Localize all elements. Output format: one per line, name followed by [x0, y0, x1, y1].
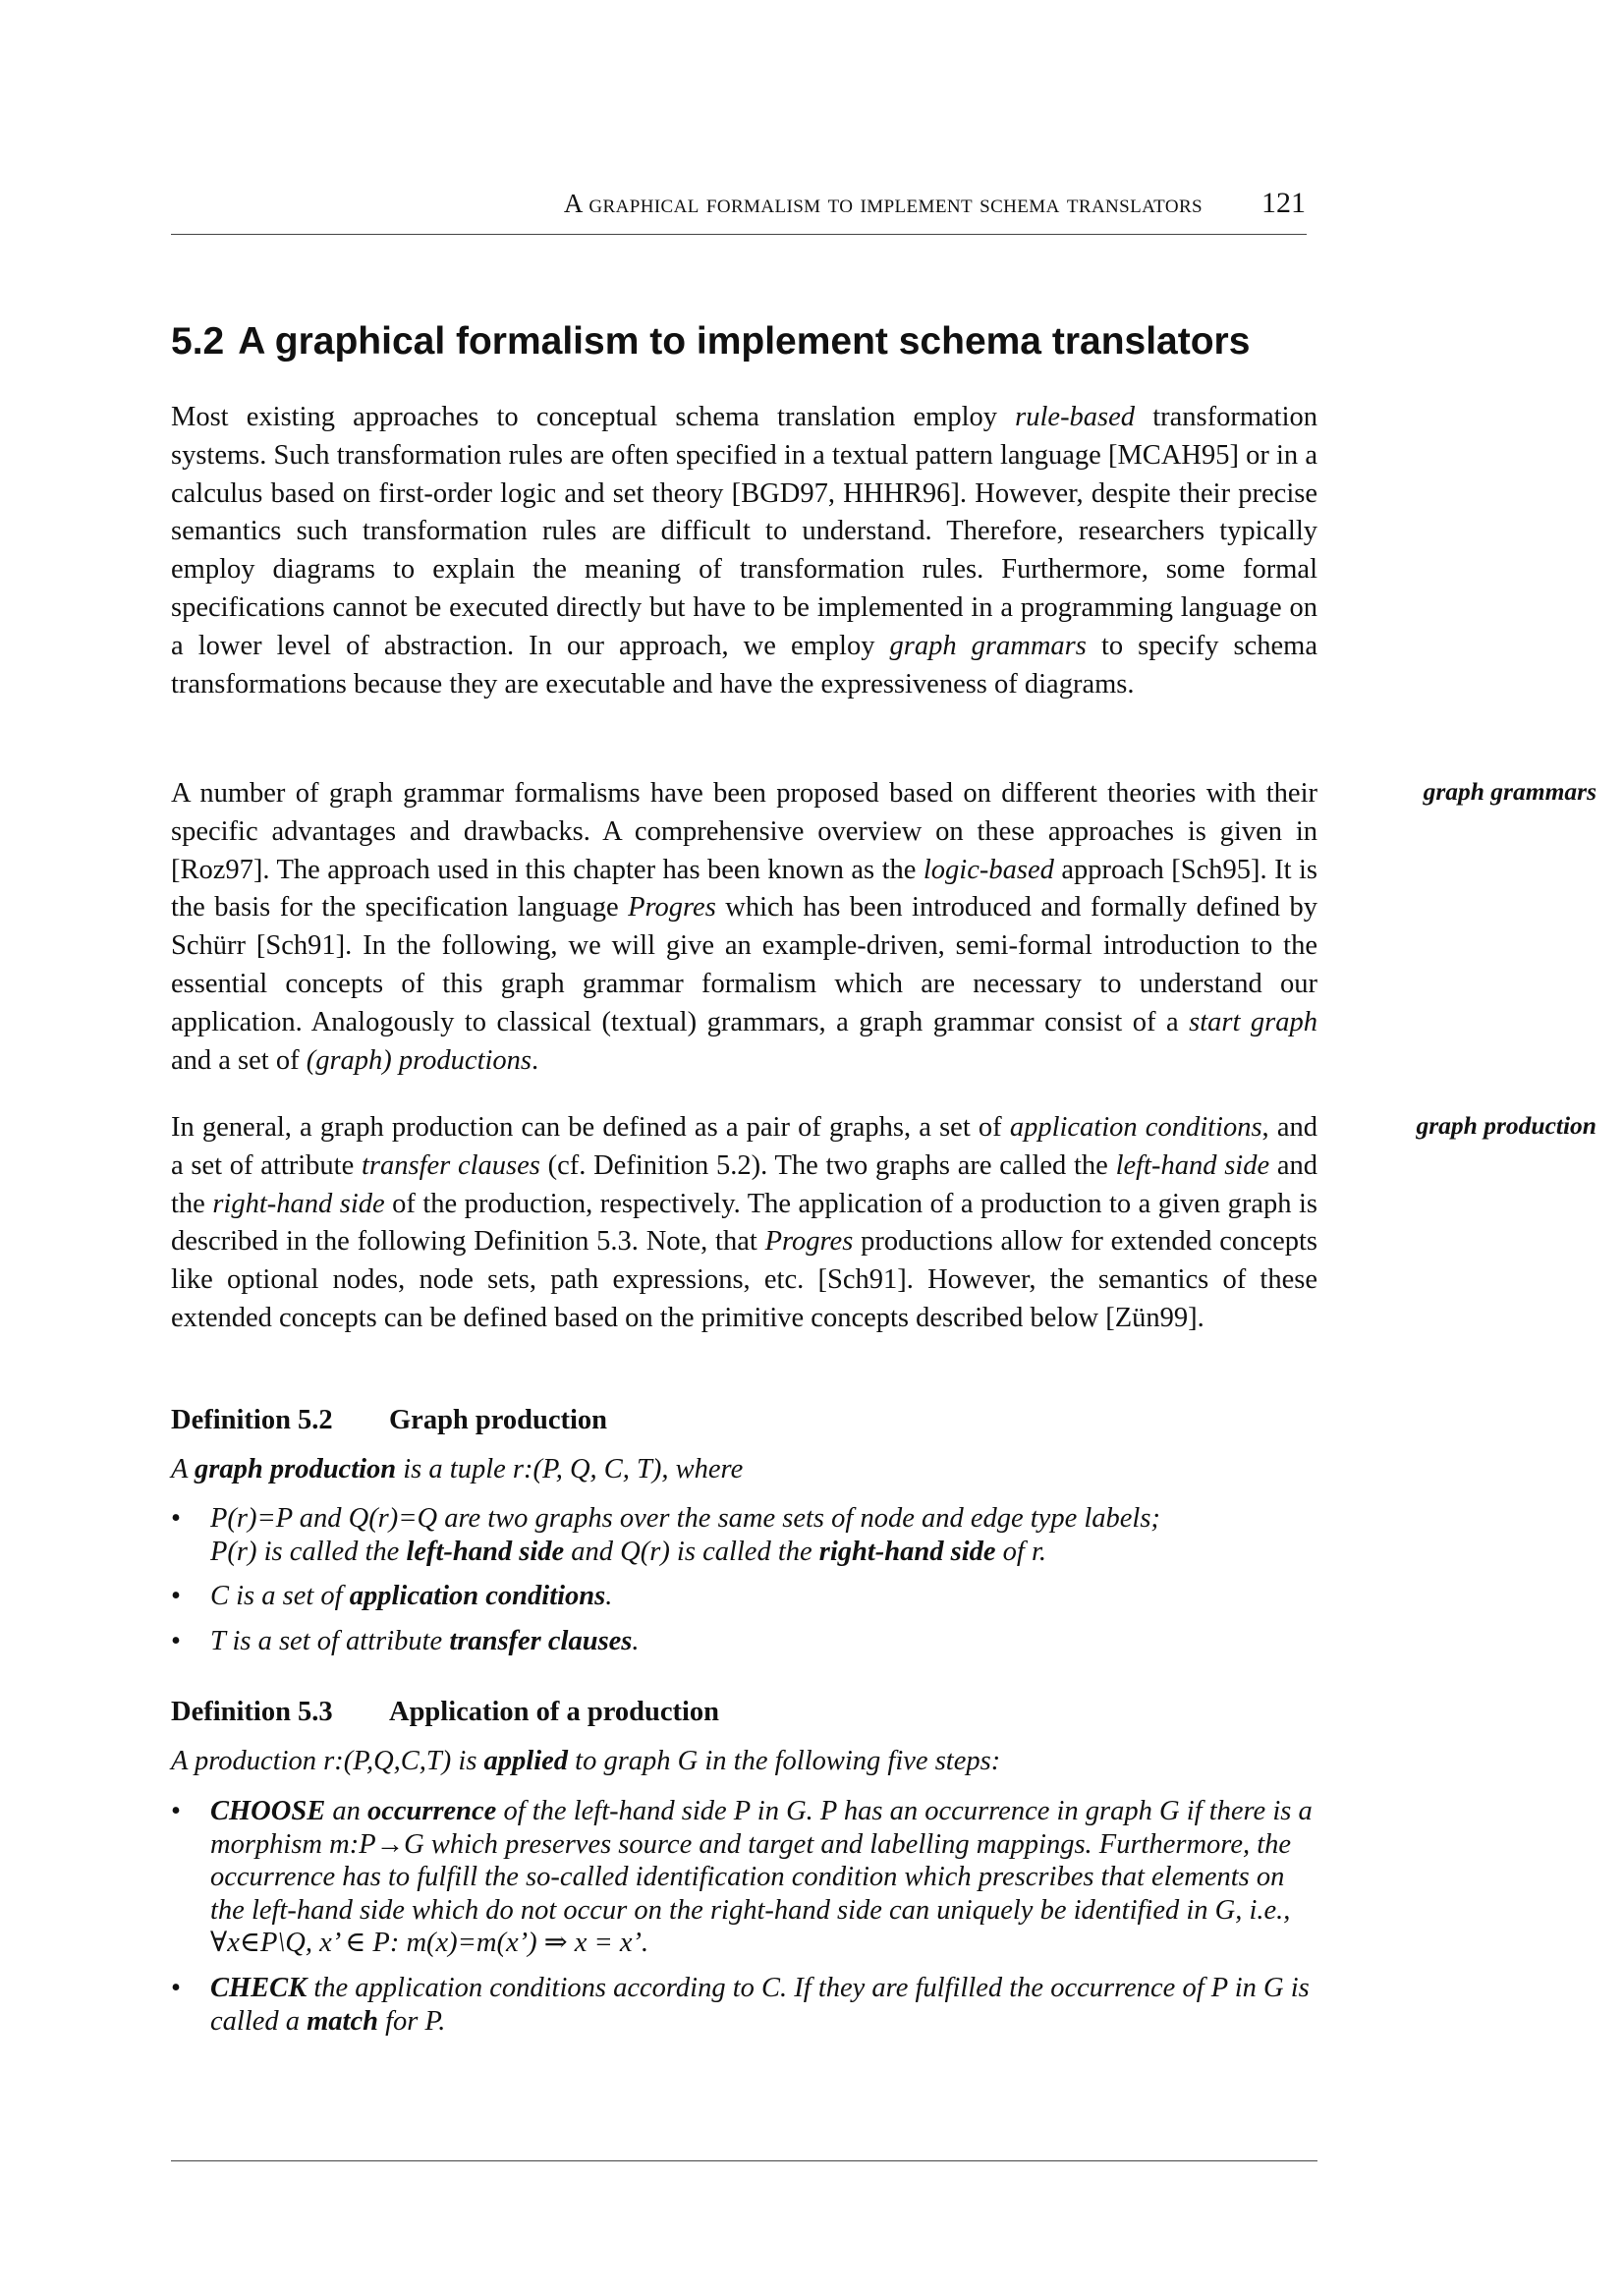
term-bold: application conditions [349, 1581, 606, 1612]
running-header [171, 187, 1306, 220]
term-bold: left-hand side [406, 1536, 565, 1567]
emphasis: Progres [628, 892, 716, 924]
section-number: 5.2 [171, 320, 225, 363]
text-run: which has been introduced and formally defined by Schürr [Sch91]. In the following, we will give an example-driven, semi-formal introduction to the essential concepts of this graph grammar formalism which are necessary to understand our application. Analogously to classical (textual) grammars, a graph grammar consist of a [171, 892, 1317, 1037]
running-title: A graphical formalism to implement schema translators [563, 189, 1203, 218]
text-run: of r. [995, 1536, 1047, 1567]
list-item [171, 1625, 1317, 1658]
list-item [171, 1972, 1317, 2038]
term-bold: right-hand side [818, 1536, 996, 1567]
text-run: and a set of [171, 1044, 307, 1076]
list-item [171, 1502, 1317, 1568]
bullet-icon: • [171, 1581, 181, 1612]
emphasis: (graph) productions [306, 1044, 532, 1076]
text-run: for P. [377, 2005, 446, 2037]
term-bold: CHOOSE [210, 1796, 326, 1826]
text-run: A production r:(P,Q,C,T) is [171, 1746, 484, 1776]
emphasis: application conditions [1009, 1112, 1262, 1143]
bullet-icon: • [171, 1796, 181, 1826]
emphasis: Progres [764, 1226, 854, 1258]
definition-number: Definition 5.2 [171, 1405, 333, 1435]
term-bold: applied [483, 1746, 569, 1776]
paragraph-1 [171, 399, 1317, 703]
emphasis: transfer clauses [361, 1149, 540, 1181]
term-bold: graph production [195, 1454, 397, 1484]
text-run: productions allow for extended concepts like optional nodes, node sets, path expressions, etc. [Sch91]. However, the semantics of these extended concepts can be defined based on the primitive concepts described below [Zün99]. [171, 1226, 1317, 1333]
text-run: Most existing approaches to conceptual schema translation employ [171, 402, 1016, 432]
emphasis: graph grammars [889, 630, 1087, 661]
text-run: P(r)=P and Q(r)=Q are two graphs over the same sets of node and edge type labels; [210, 1503, 1160, 1534]
bullet-icon: • [171, 1503, 181, 1534]
text-run: approach [Sch95]. It is the basis for the specification language [171, 854, 1317, 924]
text-run: P(r) is called the [210, 1536, 407, 1567]
bullet-icon: • [171, 1625, 181, 1656]
definition-5-3-list [171, 1795, 1317, 2038]
list-item [171, 1795, 1317, 1960]
term-bold: transfer clauses [449, 1625, 633, 1656]
margin-note-graph-production: graph production [1416, 1111, 1596, 1140]
section-title [171, 320, 1250, 364]
text-run: , and a set of attribute [171, 1112, 1317, 1181]
text-run: of the production, respectively. The application of a production to a given graph is described in the following Definition 5.3. Note, that [171, 1188, 1317, 1258]
definition-5-3-intro [171, 1746, 1317, 1777]
text-run: an [325, 1796, 367, 1826]
text-run: C is a set of [210, 1581, 350, 1612]
definition-5-2-heading [171, 1405, 607, 1436]
emphasis: left-hand side [1115, 1149, 1270, 1181]
section-title-text: A graphical formalism to implement schema translators [238, 320, 1251, 363]
text-run: . [632, 1625, 640, 1656]
bullet-icon: • [171, 1972, 181, 2003]
list-item [171, 1580, 1317, 1613]
definition-title: Application of a production [389, 1697, 719, 1727]
paragraph-3 [171, 1109, 1317, 1338]
text-run: (cf. Definition 5.2). The two graphs are called the [539, 1149, 1116, 1181]
margin-note-graph-grammars: graph grammars [1423, 777, 1596, 806]
emphasis: start graph [1189, 1006, 1317, 1037]
definition-5-2-intro [171, 1454, 1317, 1485]
text-run: . [532, 1044, 539, 1076]
definition-5-3-heading [171, 1697, 719, 1728]
paragraph-2 [171, 775, 1317, 1080]
text-run: and Q(r) is called the [564, 1536, 819, 1567]
text-run: is a tuple r:(P, Q, C, T), where [396, 1454, 744, 1484]
text-run: A [171, 1454, 196, 1484]
text-run: and the [171, 1149, 1317, 1219]
text-run: . [605, 1581, 613, 1612]
text-run: to specify schema transformations because they are executable and have the expressiveness of diagrams. [171, 630, 1318, 700]
text-run: of the left-hand side P in G. P has an occurrence in graph G if there is a morphism m:P→G which preserves source and target and labelling mappings. Furthermore, the occurrence has to fulfill the so-called identification condition which prescribes that elements on the left-hand side which do not occur on the right-hand side can uniquely be identified in G, i.e., ∀x∈P\Q, x’ ∈ P: m(x)=m(x’) ⇒ x = x’. [210, 1796, 1313, 1959]
text-run: the application conditions according to C. If they are fulfilled the occurrence of P in G is called a [210, 1972, 1310, 2037]
text-run: In general, a graph production can be defined as a pair of graphs, a set of [171, 1112, 1010, 1143]
term-bold: CHECK [210, 1972, 308, 2003]
header-rule [171, 234, 1307, 235]
term-bold: occurrence [366, 1796, 497, 1826]
term-bold: match [307, 2005, 378, 2037]
emphasis: right-hand side [212, 1188, 385, 1219]
emphasis: logic-based [923, 854, 1054, 885]
text-run: transformation systems. Such transformation rules are often specified in a textual pattern language [MCAH95] or in a calculus based on first-order logic and set theory [BGD97, HHHR96]. However, despite their precise semantics such transformation rules are difficult to understand. Therefore, researchers typically employ diagrams to explain the meaning of transformation rules. Furthermore, some formal specifications cannot be executed directly but have to be implemented in a programming language on a lower level of abstraction. In our approach, we employ [171, 402, 1317, 661]
emphasis: rule-based [1015, 402, 1136, 432]
page-number: 121 [1261, 187, 1306, 219]
footer-rule [171, 2160, 1317, 2161]
text-run: T is a set of attribute [210, 1625, 450, 1656]
text-run: A number of graph grammar formalisms have been proposed based on different theories with their specific advantages and drawbacks. A comprehensive overview on these approaches is given in [Roz97]. The approach used in this chapter has been known as the [171, 778, 1317, 885]
definition-number: Definition 5.3 [171, 1697, 333, 1727]
definition-5-2-list [171, 1502, 1317, 1657]
text-run: to graph G in the following five steps: [568, 1746, 1001, 1776]
definition-title: Graph production [389, 1405, 607, 1435]
